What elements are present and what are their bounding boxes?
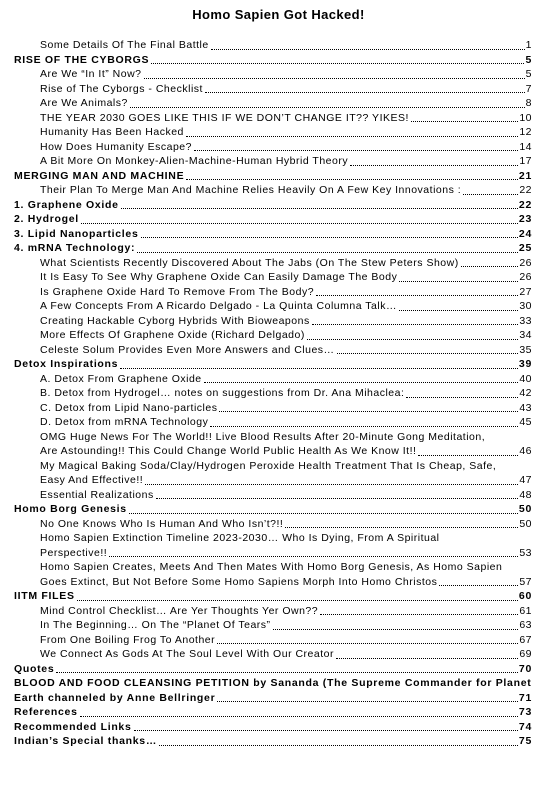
- toc-entry-title: Homo Borg Genesis: [14, 503, 127, 515]
- toc-entry[interactable]: [14, 662, 532, 677]
- toc-entry[interactable]: [14, 154, 532, 169]
- dot-leader: [145, 484, 518, 485]
- toc-page-number: 46: [519, 445, 532, 457]
- toc-page-number: 50: [519, 517, 532, 530]
- dot-leader: [217, 643, 518, 644]
- toc-page-number: 45: [519, 416, 532, 428]
- toc-entry-title: MERGING MAN AND MACHINE: [14, 169, 185, 182]
- toc-entry-title: Some Details Of The Final Battle: [40, 39, 209, 51]
- dot-leader: [130, 107, 525, 108]
- toc-entry[interactable]: [14, 82, 532, 97]
- toc-entry[interactable]: [14, 140, 532, 155]
- dot-leader: [320, 614, 518, 615]
- toc-entry-title: A. Detox From Graphene Oxide: [40, 372, 202, 385]
- toc-page-number: 63: [519, 619, 532, 631]
- toc-page-number: 26: [519, 271, 532, 283]
- toc-entry-title: 1. Graphene Oxide: [14, 198, 119, 211]
- dot-leader: [418, 455, 518, 456]
- toc-entry-title: References: [14, 706, 78, 718]
- toc-page-number: 10: [519, 111, 532, 124]
- toc-entry-title: What Scientists Recently Discovered About The Jabs (On The Stew Peters Show): [40, 256, 459, 269]
- toc-entry[interactable]: [14, 183, 532, 198]
- dot-leader: [350, 165, 518, 166]
- toc-entry-title-line: Homo Sapien Extinction Timeline 2023-2030… Who Is Dying, From A Spiritual: [40, 532, 440, 544]
- toc-entry[interactable]: [14, 720, 532, 735]
- toc-entry-title: Their Plan To Merge Man And Machine Relies Heavily On A Few Key Innovations :: [40, 184, 462, 196]
- toc-entry-title: Creating Hackable Cyborg Hybrids With Bioweapons: [40, 314, 310, 327]
- toc-page-number: 67: [519, 633, 532, 646]
- dot-leader: [337, 353, 519, 354]
- dot-leader: [144, 78, 525, 79]
- toc-entry-title: IITM FILES: [14, 590, 75, 602]
- toc-page-number: 60: [518, 590, 532, 602]
- dot-leader: [80, 716, 518, 717]
- toc-entry-title: 4. mRNA Technology:: [14, 242, 136, 254]
- toc-entry[interactable]: [14, 488, 532, 503]
- toc-entry-title: In The Beginning… On The “Planet Of Tears”: [40, 619, 271, 631]
- toc-entry-title: Are We Animals?: [40, 97, 128, 109]
- toc-entry-title: Celeste Solum Provides Even More Answers and Clues…: [40, 343, 335, 356]
- toc-page-number: 74: [518, 720, 532, 733]
- dot-leader: [336, 658, 518, 659]
- document-title: Homo Sapien Got Hacked!: [192, 7, 365, 22]
- dot-leader: [159, 745, 518, 746]
- toc-entry[interactable]: [14, 401, 532, 416]
- toc-page-number: 5: [525, 53, 532, 66]
- dot-leader: [81, 223, 518, 224]
- toc-entry[interactable]: [14, 386, 532, 401]
- toc-entry-title-line: Earth channeled by Anne Bellringer: [14, 691, 216, 704]
- dot-leader: [186, 179, 518, 180]
- toc-page-number: 61: [519, 604, 532, 617]
- toc-page-number: 69: [519, 648, 532, 660]
- toc-entry-title: Recommended Links: [14, 720, 132, 733]
- dot-leader: [273, 629, 519, 630]
- dot-leader: [151, 63, 524, 64]
- toc-entry[interactable]: [14, 647, 532, 662]
- dot-leader: [121, 208, 518, 209]
- toc-entry-title: No One Knows Who Is Human And Who Isn’t?!!: [40, 517, 284, 530]
- toc-entry-title-line: OMG Huge News For The World!! Live Blood Results After 20-Minute Gong Meditation,: [40, 430, 486, 443]
- toc-entry-title: A Few Concepts From A Ricardo Delgado - La Quinta Columna Talk…: [40, 300, 397, 312]
- toc-entry-title-line: Are Astounding!! This Could Change World Public Health As We Know It!!: [40, 445, 417, 457]
- toc-entry-title: From One Boiling Frog To Another: [40, 633, 216, 646]
- toc-entry-title: THE YEAR 2030 GOES LIKE THIS IF WE DON’T CHANGE IT?? YIKES!: [40, 111, 409, 124]
- toc-page-number: 40: [519, 372, 532, 385]
- toc-page-number: 23: [518, 213, 532, 225]
- toc-entry-title-line: Perspective!!: [40, 546, 108, 559]
- toc-entry[interactable]: [14, 531, 532, 560]
- dot-leader: [204, 382, 519, 383]
- toc-entry-title: Rise of The Cyborgs - Checklist: [40, 82, 203, 95]
- dot-leader: [129, 513, 518, 514]
- toc-entry[interactable]: [14, 53, 532, 68]
- toc-page-number: 30: [519, 300, 532, 312]
- toc-entry-title: Humanity Has Been Hacked: [40, 126, 184, 138]
- toc-page-number: 12: [519, 126, 532, 138]
- toc-entry-title: Is Graphene Oxide Hard To Remove From The Body?: [40, 285, 315, 298]
- toc-page-number: 71: [518, 691, 532, 704]
- dot-leader: [137, 252, 518, 253]
- toc-entry[interactable]: [14, 343, 532, 358]
- toc-entry[interactable]: [14, 517, 532, 532]
- toc-entry[interactable]: [14, 372, 532, 387]
- toc-entry[interactable]: [14, 241, 532, 256]
- toc-entry-title: D. Detox from mRNA Technology: [40, 416, 209, 428]
- toc-entry[interactable]: [14, 96, 532, 111]
- toc-entry-title-line: Goes Extinct, But Not Before Some Homo Sapiens Morph Into Homo Christos: [40, 575, 438, 588]
- toc-entry[interactable]: [14, 111, 532, 126]
- toc-entry-title: A Bit More On Monkey-Alien-Machine-Human Hybrid Theory: [40, 155, 349, 167]
- toc-entry-title-line: Easy And Effective!!: [40, 474, 144, 486]
- toc-entry-title: Detox Inspirations: [14, 358, 119, 370]
- dot-leader: [134, 730, 518, 731]
- dot-leader: [307, 339, 518, 340]
- dot-leader: [77, 600, 518, 601]
- toc-entry[interactable]: [14, 502, 532, 517]
- dot-leader: [463, 194, 518, 195]
- dot-leader: [285, 527, 518, 528]
- dot-leader: [210, 426, 518, 427]
- toc-page-number: 34: [519, 329, 532, 341]
- toc-page-number: 22: [519, 184, 532, 196]
- toc-page-number: 57: [519, 575, 532, 588]
- toc-entry-title: Mind Control Checklist… Are Yer Thoughts Yer Own??: [40, 604, 319, 617]
- toc-page-number: 21: [518, 169, 532, 182]
- toc-entry-title-line: BLOOD AND FOOD CLEANSING PETITION by Sananda (The Supreme Commander for Planet: [14, 677, 532, 689]
- toc-entry[interactable]: [14, 633, 532, 648]
- toc-page-number: 26: [519, 256, 532, 269]
- dot-leader: [120, 368, 518, 369]
- dot-leader: [109, 556, 518, 557]
- toc-page-number: 8: [525, 97, 532, 109]
- toc-entry-title: How Does Humanity Escape?: [40, 140, 192, 153]
- toc-entry[interactable]: [14, 314, 532, 329]
- toc-page-number: 47: [519, 474, 532, 486]
- dot-leader: [406, 397, 518, 398]
- toc-page-number: 22: [518, 198, 532, 211]
- toc-entry[interactable]: [14, 299, 532, 314]
- toc-page-number: 27: [519, 285, 532, 298]
- toc-page-number: 73: [518, 706, 532, 718]
- toc-entry[interactable]: [14, 125, 532, 140]
- dot-leader: [56, 672, 518, 673]
- dot-leader: [399, 281, 518, 282]
- toc-page-number: 70: [518, 662, 532, 675]
- toc-entry[interactable]: [14, 357, 532, 372]
- dot-leader: [141, 237, 518, 238]
- toc-entry[interactable]: [14, 676, 532, 705]
- toc-entry-title: Essential Realizations: [40, 488, 154, 501]
- toc-entry[interactable]: [14, 459, 532, 488]
- toc-entry-title-line: My Magical Baking Soda/Clay/Hydrogen Peroxide Health Treatment That Is Cheap, Safe,: [40, 459, 497, 472]
- toc-entry-title: Quotes: [14, 662, 55, 675]
- toc-entry[interactable]: [14, 604, 532, 619]
- table-of-contents: [14, 38, 532, 749]
- dot-leader: [194, 150, 518, 151]
- toc-entry-title: We Connect As Gods At The Soul Level With Our Creator: [40, 648, 334, 660]
- dot-leader: [316, 295, 518, 296]
- toc-entry-title: More Effects Of Graphene Oxide (Richard Delgado): [40, 329, 305, 341]
- toc-entry-title-line: Homo Sapien Creates, Meets And Then Mates With Homo Borg Genesis, As Homo Sapien: [40, 561, 503, 573]
- toc-entry[interactable]: [14, 328, 532, 343]
- toc-entry[interactable]: [14, 198, 532, 213]
- toc-page-number: 5: [525, 68, 532, 80]
- toc-page-number: 14: [519, 140, 532, 153]
- toc-entry[interactable]: [14, 705, 532, 720]
- toc-entry-title: 3. Lipid Nanoparticles: [14, 227, 139, 240]
- dot-leader: [156, 498, 519, 499]
- toc-entry[interactable]: [14, 67, 532, 82]
- toc-entry-title: Are We “In It” Now?: [40, 68, 142, 80]
- toc-page-number: 50: [518, 503, 532, 515]
- toc-entry[interactable]: [14, 734, 532, 749]
- toc-entry[interactable]: [14, 430, 532, 459]
- dot-leader: [205, 92, 525, 93]
- dot-leader: [411, 121, 518, 122]
- toc-page-number: 25: [518, 242, 532, 254]
- toc-entry[interactable]: [14, 169, 532, 184]
- toc-page-number: 43: [519, 401, 532, 414]
- toc-entry-title: B. Detox from Hydrogel… notes on suggestions from Dr. Ana Mihaclea:: [40, 387, 405, 399]
- toc-entry[interactable]: [14, 227, 532, 242]
- toc-entry-title: Indian’s Special thanks…: [14, 735, 158, 747]
- toc-page-number: 33: [519, 314, 532, 327]
- dot-leader: [217, 701, 518, 702]
- toc-entry[interactable]: [14, 38, 532, 53]
- dot-leader: [219, 411, 518, 412]
- toc-entry[interactable]: [14, 212, 532, 227]
- dot-leader: [461, 266, 519, 267]
- toc-page-number: 75: [518, 735, 532, 747]
- toc-entry[interactable]: [14, 285, 532, 300]
- dot-leader: [399, 310, 518, 311]
- toc-entry[interactable]: [14, 256, 532, 271]
- toc-entry-title: It Is Easy To See Why Graphene Oxide Can Easily Damage The Body: [40, 271, 398, 283]
- toc-entry[interactable]: [14, 618, 532, 633]
- toc-entry-title: RISE OF THE CYBORGS: [14, 53, 150, 66]
- toc-page-number: 1: [525, 39, 532, 51]
- toc-page-number: 53: [519, 546, 532, 559]
- toc-page-number: 7: [525, 82, 532, 95]
- dot-leader: [211, 49, 525, 50]
- toc-page-number: 35: [519, 343, 532, 356]
- toc-page-number: 24: [518, 227, 532, 240]
- dot-leader: [186, 136, 518, 137]
- toc-entry-title: 2. Hydrogel: [14, 213, 79, 225]
- toc-entry[interactable]: [14, 560, 532, 589]
- toc-page-number: 48: [519, 488, 532, 501]
- toc-page-number: 17: [519, 155, 532, 167]
- toc-entry[interactable]: [14, 415, 532, 430]
- toc-page-number: 39: [518, 358, 532, 370]
- dot-leader: [439, 585, 518, 586]
- dot-leader: [312, 324, 519, 325]
- toc-entry-title: C. Detox from Lipid Nano-particles: [40, 401, 218, 414]
- toc-entry[interactable]: [14, 589, 532, 604]
- toc-page-number: 42: [519, 387, 532, 399]
- toc-entry[interactable]: [14, 270, 532, 285]
